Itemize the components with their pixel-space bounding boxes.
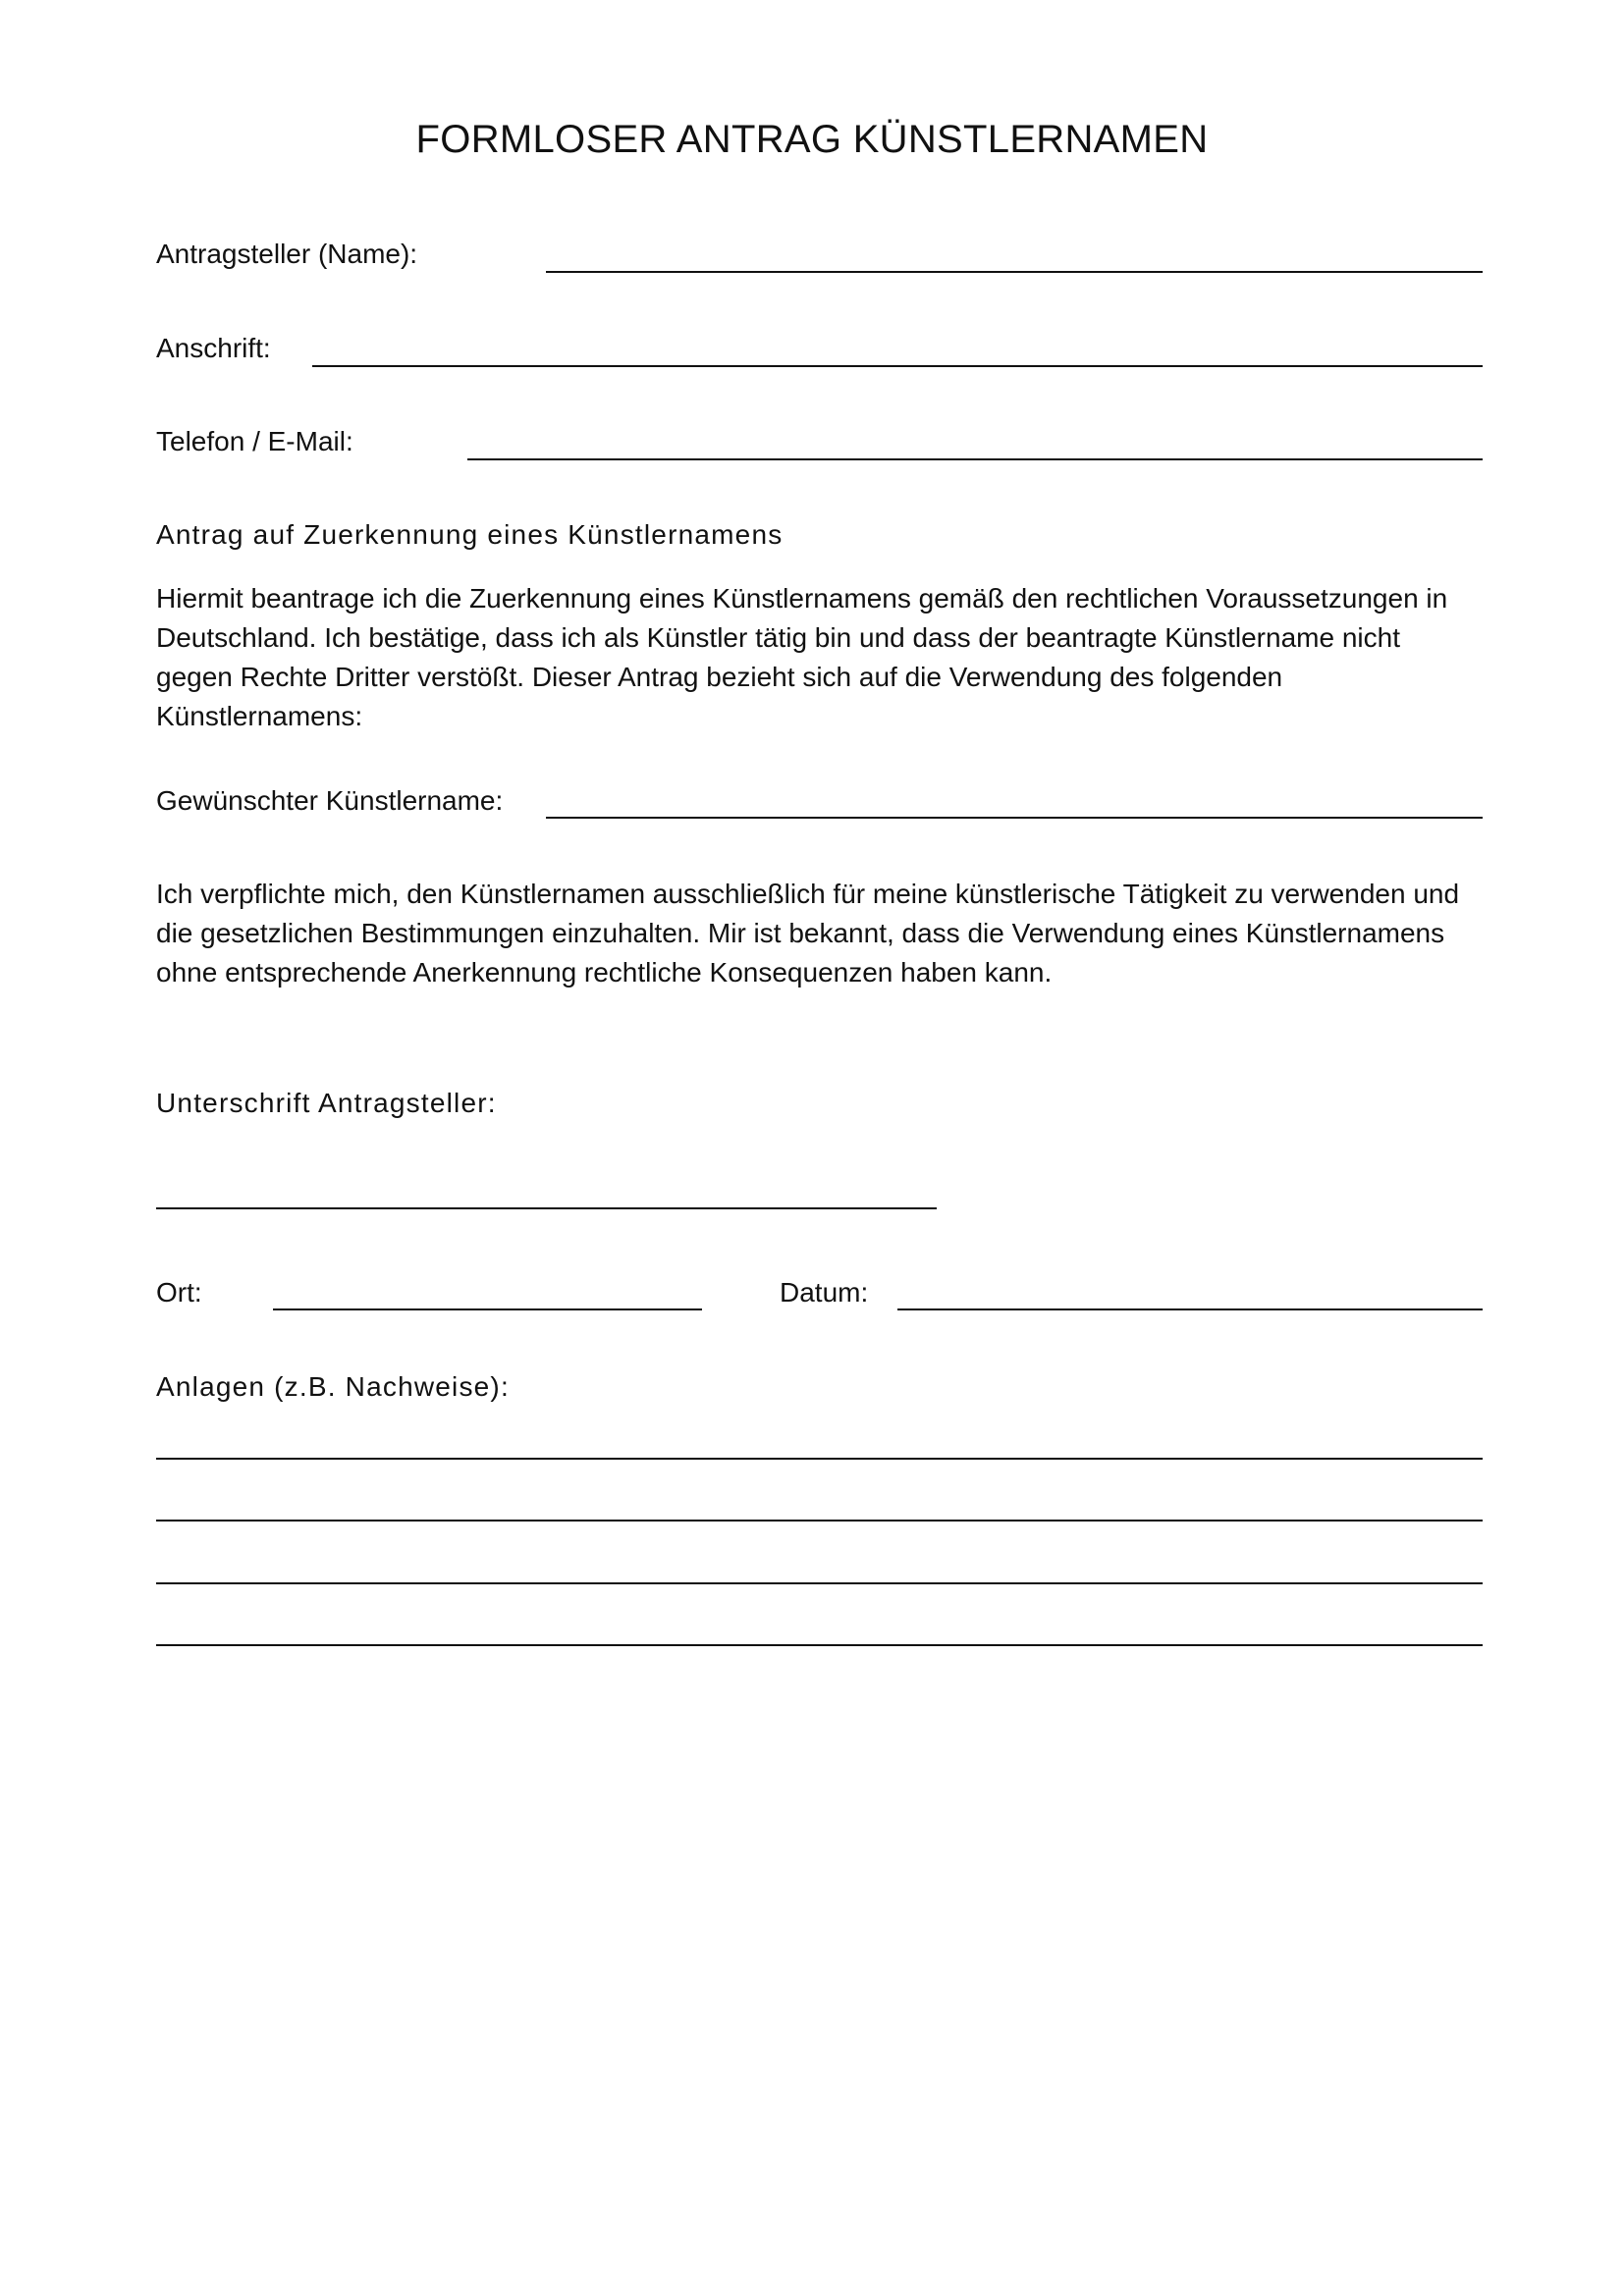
attachments-line[interactable] (156, 1582, 1483, 1584)
address-label: Anschrift: (156, 333, 271, 363)
intro-paragraph-line: Hiermit beantrage ich die Zuerkennung eines Künstlernamens gemäß den rechtlichen Voraussetzungen in (156, 583, 1448, 614)
attachments-line[interactable] (156, 1520, 1483, 1522)
place-field-line[interactable] (273, 1308, 702, 1310)
date-field-line[interactable] (897, 1308, 1483, 1310)
page-title: FORMLOSER ANTRAG KÜNSTLERNAMEN (415, 118, 1209, 161)
contact-label: Telefon / E-Mail: (156, 426, 353, 456)
obligation-paragraph-line: ohne entsprechende Anerkennung rechtliche Konsequenzen haben kann. (156, 957, 1053, 988)
obligation-paragraph-line: die gesetzlichen Bestimmungen einzuhalten. Mir ist bekannt, dass die Verwendung eines Künstlernamens (156, 918, 1445, 948)
obligation-paragraph-line: Ich verpflichte mich, den Künstlernamen ausschließlich für meine künstlerische Tätigkeit zu verwenden und (156, 879, 1460, 909)
signature-label: Unterschrift Antragsteller: (156, 1088, 497, 1118)
attachments-label: Anlagen (z.B. Nachweise): (156, 1371, 510, 1402)
obligation-paragraph (156, 875, 1531, 992)
intro-paragraph-line: gegen Rechte Dritter verstößt. Dieser Antrag bezieht sich auf die Verwendung des folgenden (156, 662, 1283, 692)
attachments-line[interactable] (156, 1458, 1483, 1460)
section-heading: Antrag auf Zuerkennung eines Künstlernamens (156, 519, 784, 550)
address-field-line[interactable] (312, 365, 1483, 367)
signature-line[interactable] (156, 1207, 937, 1209)
contact-field-line[interactable] (467, 458, 1483, 460)
desired-name-label: Gewünschter Künstlername: (156, 785, 504, 816)
intro-paragraph (156, 579, 1531, 736)
desired-name-field-line[interactable] (546, 817, 1483, 819)
date-label: Datum: (780, 1277, 869, 1308)
intro-paragraph-line: Künstlernamens: (156, 701, 363, 731)
place-label: Ort: (156, 1277, 202, 1308)
attachments-line[interactable] (156, 1644, 1483, 1646)
applicant-name-label: Antragsteller (Name): (156, 239, 418, 269)
applicant-name-field-line[interactable] (546, 271, 1483, 273)
intro-paragraph-line: Deutschland. Ich bestätige, dass ich als Künstler tätig bin und dass der beantragte Künstlername nicht (156, 622, 1400, 653)
